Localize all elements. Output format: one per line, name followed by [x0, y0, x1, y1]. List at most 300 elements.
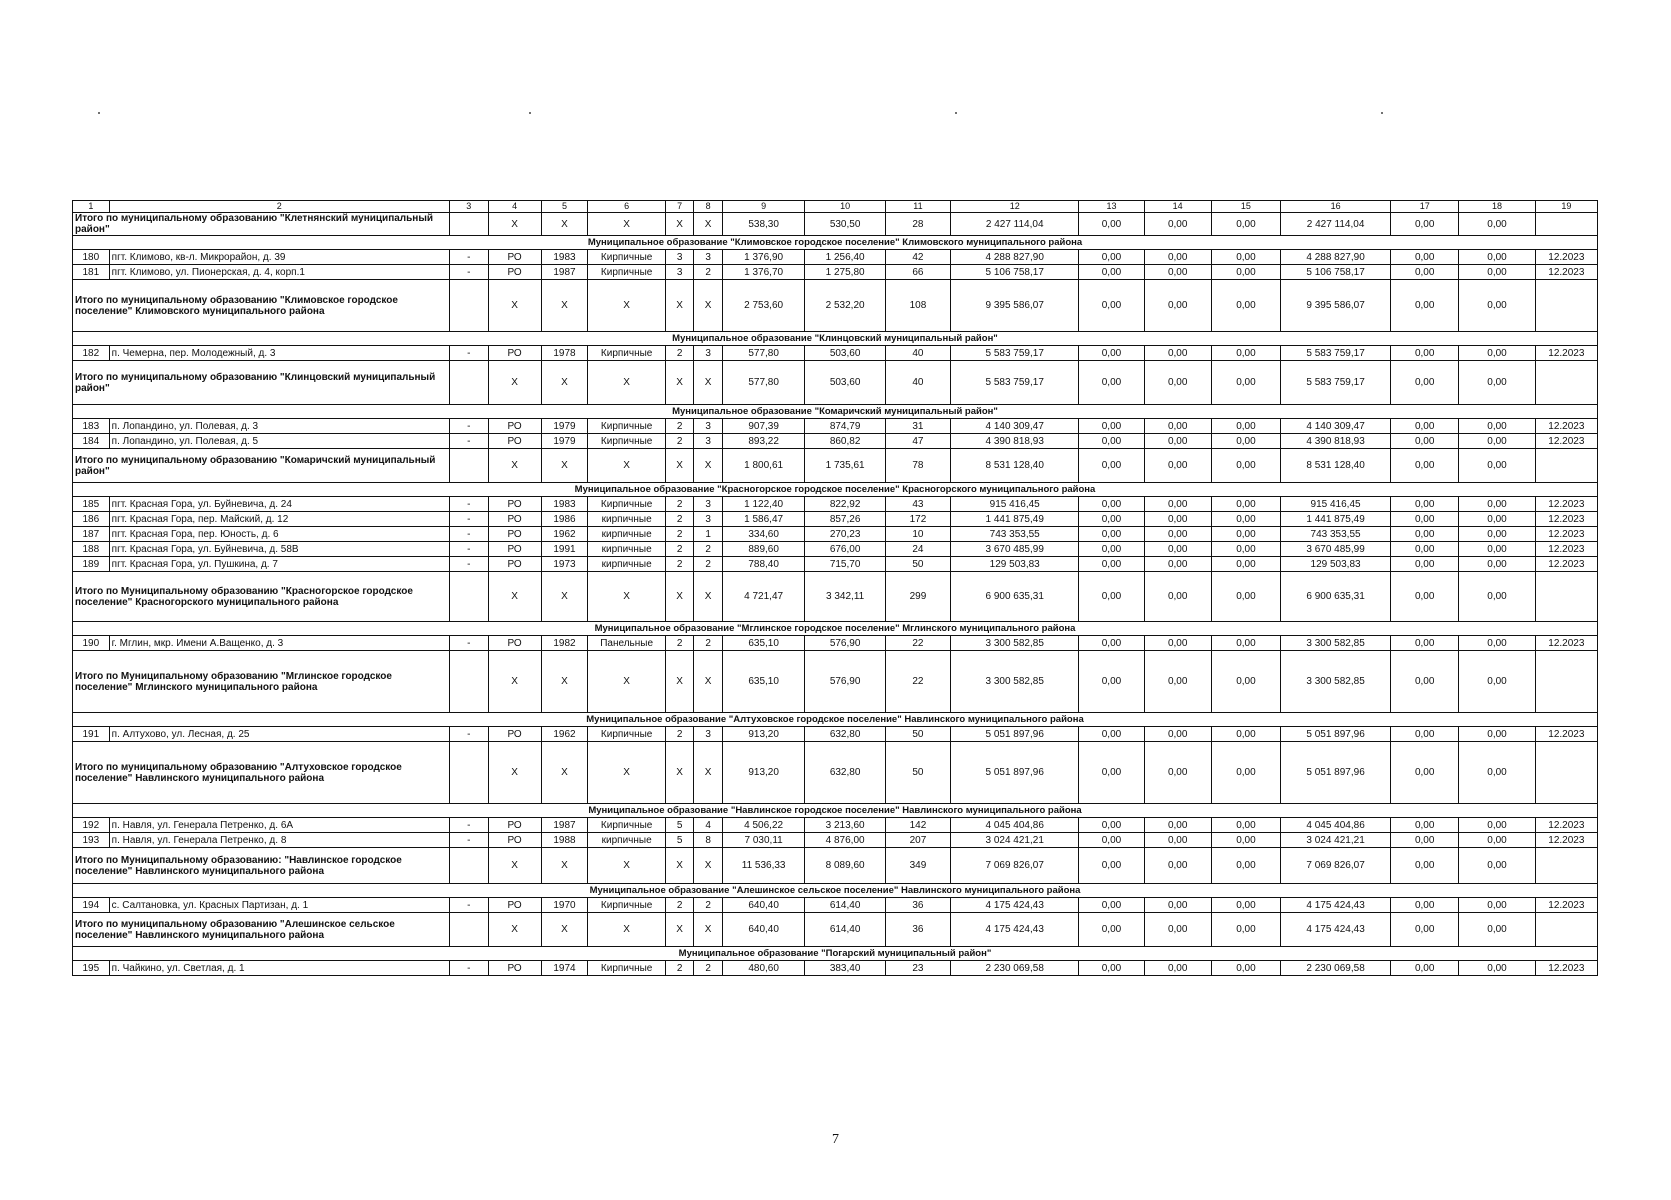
subtotal-value-cell: X [665, 913, 694, 947]
subtotal-value-cell: X [541, 572, 588, 622]
subtotal-value-cell: X [488, 848, 541, 884]
value-cell: 614,40 [805, 898, 885, 913]
value-cell: 0,00 [1211, 497, 1280, 512]
subtotal-value-cell: 2 427 114,04 [951, 213, 1079, 236]
subtotal-value-cell: X [694, 213, 723, 236]
subtotal-value-cell: 5 051 897,96 [1281, 742, 1391, 804]
subtotal-value-cell [1535, 913, 1597, 947]
value-cell: 1991 [541, 542, 588, 557]
column-number-cell: 9 [722, 201, 805, 213]
building-row [73, 497, 1598, 512]
section-title-cell: Муниципальное образование "Красногорское городское поселение" Красногорского муниципального района [73, 483, 1598, 497]
value-cell: Кирпичные [588, 419, 665, 434]
value-cell: - [449, 898, 488, 913]
value-cell: 3 213,60 [805, 818, 885, 833]
value-cell: - [449, 527, 488, 542]
value-cell: - [449, 265, 488, 280]
section-title-cell: Муниципальное образование "Клинцовский муниципальный район" [73, 332, 1598, 346]
value-cell: 12.2023 [1535, 818, 1597, 833]
row-number-cell: 180 [73, 250, 110, 265]
value-cell: - [449, 346, 488, 361]
value-cell: 0,00 [1391, 727, 1459, 742]
subtotal-value-cell: 8 531 128,40 [951, 449, 1079, 483]
subtotal-value-cell: 36 [885, 913, 950, 947]
value-cell: 503,60 [805, 346, 885, 361]
value-cell: 66 [885, 265, 950, 280]
row-number-cell: 194 [73, 898, 110, 913]
value-cell: 4 390 818,93 [951, 434, 1079, 449]
subtotal-value-cell: 0,00 [1079, 361, 1144, 405]
value-cell: - [449, 557, 488, 572]
subtotal-row [73, 848, 1598, 884]
value-cell: 5 [665, 818, 694, 833]
subtotal-value-cell: X [488, 449, 541, 483]
value-cell: 2 [665, 497, 694, 512]
value-cell: 3 [694, 434, 723, 449]
value-cell: 12.2023 [1535, 512, 1597, 527]
value-cell: - [449, 636, 488, 651]
value-cell: 0,00 [1144, 961, 1211, 976]
value-cell: 2 [694, 898, 723, 913]
subtotal-value-cell: 0,00 [1144, 742, 1211, 804]
value-cell: 2 [665, 961, 694, 976]
subtotal-value-cell: 640,40 [722, 913, 805, 947]
value-cell: 2 [665, 542, 694, 557]
column-number-cell: 5 [541, 201, 588, 213]
scan-speck [98, 112, 100, 114]
subtotal-value-cell: 108 [885, 280, 950, 332]
subtotal-row [73, 913, 1598, 947]
value-cell: 0,00 [1459, 961, 1535, 976]
value-cell: 12.2023 [1535, 961, 1597, 976]
value-cell: 0,00 [1459, 833, 1535, 848]
value-cell: Кирпичные [588, 250, 665, 265]
subtotal-value-cell: X [694, 913, 723, 947]
subtotal-value-cell: 8 089,60 [805, 848, 885, 884]
subtotal-value-cell [1535, 651, 1597, 713]
value-cell: 893,22 [722, 434, 805, 449]
subtotal-value-cell: 0,00 [1391, 742, 1459, 804]
value-cell: 1 376,90 [722, 250, 805, 265]
row-number-cell: 188 [73, 542, 110, 557]
section-header-row [73, 483, 1598, 497]
subtotal-value-cell: X [665, 848, 694, 884]
value-cell: 1 122,40 [722, 497, 805, 512]
subtotal-value-cell: 3 300 582,85 [1281, 651, 1391, 713]
row-number-cell: 184 [73, 434, 110, 449]
subtotal-value-cell: 576,90 [805, 651, 885, 713]
subtotal-label-cell: Итого по Муниципальному образованию "Красногорское городское поселение" Красногорского муниципального района [73, 572, 450, 622]
subtotal-value-cell: X [665, 572, 694, 622]
value-cell: 907,39 [722, 419, 805, 434]
value-cell: 1 256,40 [805, 250, 885, 265]
value-cell: 0,00 [1079, 265, 1144, 280]
subtotal-value-cell: X [665, 280, 694, 332]
subtotal-value-cell: 50 [885, 742, 950, 804]
value-cell: 4 [694, 818, 723, 833]
empty-cell [449, 572, 488, 622]
value-cell: РО [488, 419, 541, 434]
value-cell: 0,00 [1079, 542, 1144, 557]
value-cell: 12.2023 [1535, 434, 1597, 449]
value-cell: 4 140 309,47 [951, 419, 1079, 434]
row-number-cell: 193 [73, 833, 110, 848]
scan-speck [1381, 112, 1383, 114]
subtotal-value-cell: 0,00 [1211, 742, 1280, 804]
subtotal-value-cell [1535, 572, 1597, 622]
value-cell: 3 [694, 250, 723, 265]
subtotal-value-cell: 40 [885, 361, 950, 405]
subtotal-value-cell: 4 175 424,43 [951, 913, 1079, 947]
subtotal-value-cell: 0,00 [1391, 213, 1459, 236]
value-cell: 0,00 [1079, 727, 1144, 742]
subtotal-value-cell: X [694, 651, 723, 713]
row-number-cell: 190 [73, 636, 110, 651]
column-number-cell: 18 [1459, 201, 1535, 213]
subtotal-value-cell: 614,40 [805, 913, 885, 947]
document-sheet [72, 200, 1598, 976]
value-cell: 2 [665, 434, 694, 449]
value-cell: 4 140 309,47 [1281, 419, 1391, 434]
subtotal-value-cell: 0,00 [1079, 213, 1144, 236]
subtotal-row [73, 742, 1598, 804]
value-cell: 4 175 424,43 [1281, 898, 1391, 913]
value-cell: 0,00 [1391, 636, 1459, 651]
value-cell: 874,79 [805, 419, 885, 434]
value-cell: РО [488, 557, 541, 572]
subtotal-value-cell: 0,00 [1079, 848, 1144, 884]
value-cell: 0,00 [1391, 818, 1459, 833]
value-cell: 2 [694, 636, 723, 651]
value-cell: 0,00 [1459, 497, 1535, 512]
subtotal-value-cell: 0,00 [1144, 848, 1211, 884]
value-cell: 1987 [541, 818, 588, 833]
subtotal-value-cell: 0,00 [1391, 449, 1459, 483]
value-cell: 0,00 [1144, 542, 1211, 557]
subtotal-value-cell: 5 583 759,17 [1281, 361, 1391, 405]
value-cell: 40 [885, 346, 950, 361]
subtotal-label-cell: Итого по Муниципальному образованию "Мглинское городское поселение" Мглинского муниципального района [73, 651, 450, 713]
value-cell: 480,60 [722, 961, 805, 976]
subtotal-value-cell: 5 051 897,96 [951, 742, 1079, 804]
value-cell: кирпичные [588, 542, 665, 557]
value-cell: 12.2023 [1535, 557, 1597, 572]
value-cell: - [449, 961, 488, 976]
section-header-row [73, 332, 1598, 346]
section-header-row [73, 622, 1598, 636]
value-cell: 0,00 [1144, 818, 1211, 833]
value-cell: 0,00 [1459, 527, 1535, 542]
column-number-cell: 17 [1391, 201, 1459, 213]
subtotal-value-cell: X [694, 848, 723, 884]
subtotal-value-cell: 0,00 [1459, 742, 1535, 804]
subtotal-value-cell: 635,10 [722, 651, 805, 713]
value-cell: Кирпичные [588, 265, 665, 280]
value-cell: 2 [694, 557, 723, 572]
value-cell: 0,00 [1079, 497, 1144, 512]
value-cell: 0,00 [1391, 265, 1459, 280]
address-cell: п. Навля, ул. Генерала Петренко, д. 8 [109, 833, 449, 848]
value-cell: 5 051 897,96 [1281, 727, 1391, 742]
subtotal-value-cell: 0,00 [1211, 449, 1280, 483]
value-cell: 743 353,55 [1281, 527, 1391, 542]
address-cell: г. Мглин, мкр. Имени А.Ващенко, д. 3 [109, 636, 449, 651]
value-cell: РО [488, 434, 541, 449]
value-cell: РО [488, 961, 541, 976]
subtotal-value-cell: 6 900 635,31 [951, 572, 1079, 622]
subtotal-value-cell: X [665, 213, 694, 236]
subtotal-value-cell: X [488, 742, 541, 804]
column-number-cell: 11 [885, 201, 950, 213]
value-cell: Кирпичные [588, 898, 665, 913]
address-cell: пгт. Красная Гора, ул. Буйневича, д. 24 [109, 497, 449, 512]
subtotal-value-cell: 0,00 [1211, 572, 1280, 622]
address-cell: пгт. Красная Гора, пер. Юность, д. 6 [109, 527, 449, 542]
column-number-cell: 7 [665, 201, 694, 213]
value-cell: 12.2023 [1535, 542, 1597, 557]
building-row [73, 898, 1598, 913]
row-number-cell: 195 [73, 961, 110, 976]
value-cell: 915 416,45 [1281, 497, 1391, 512]
subtotal-value-cell: 0,00 [1459, 848, 1535, 884]
value-cell: 1979 [541, 434, 588, 449]
value-cell: 5 106 758,17 [951, 265, 1079, 280]
subtotal-value-cell: X [588, 449, 665, 483]
value-cell: 0,00 [1079, 250, 1144, 265]
value-cell: Кирпичные [588, 497, 665, 512]
value-cell: 0,00 [1211, 542, 1280, 557]
subtotal-value-cell: 0,00 [1211, 913, 1280, 947]
value-cell: РО [488, 512, 541, 527]
column-number-cell: 19 [1535, 201, 1597, 213]
value-cell: 50 [885, 557, 950, 572]
value-cell: 1962 [541, 727, 588, 742]
value-cell: 1978 [541, 346, 588, 361]
subtotal-value-cell: 7 069 826,07 [951, 848, 1079, 884]
value-cell: 0,00 [1144, 557, 1211, 572]
subtotal-value-cell: X [588, 280, 665, 332]
subtotal-row [73, 651, 1598, 713]
address-cell: пгт. Красная Гора, пер. Майский, д. 12 [109, 512, 449, 527]
value-cell: 0,00 [1079, 346, 1144, 361]
value-cell: 0,00 [1391, 833, 1459, 848]
subtotal-value-cell [1535, 280, 1597, 332]
subtotal-value-cell: 0,00 [1079, 742, 1144, 804]
column-number-cell: 15 [1211, 201, 1280, 213]
subtotal-value-cell: 1 800,61 [722, 449, 805, 483]
empty-cell [449, 651, 488, 713]
subtotal-value-cell: X [665, 449, 694, 483]
subtotal-value-cell: X [588, 913, 665, 947]
subtotal-value-cell: 538,30 [722, 213, 805, 236]
value-cell: 3 [694, 419, 723, 434]
subtotal-value-cell: X [588, 651, 665, 713]
row-number-cell: 185 [73, 497, 110, 512]
column-number-cell: 2 [109, 201, 449, 213]
value-cell: - [449, 818, 488, 833]
value-cell: 0,00 [1211, 434, 1280, 449]
value-cell: 270,23 [805, 527, 885, 542]
value-cell: 0,00 [1459, 727, 1535, 742]
value-cell: 0,00 [1459, 818, 1535, 833]
value-cell: РО [488, 818, 541, 833]
value-cell: 0,00 [1459, 346, 1535, 361]
value-cell: 5 106 758,17 [1281, 265, 1391, 280]
value-cell: РО [488, 497, 541, 512]
value-cell: 4 288 827,90 [1281, 250, 1391, 265]
subtotal-value-cell: 8 531 128,40 [1281, 449, 1391, 483]
value-cell: 0,00 [1459, 557, 1535, 572]
value-cell: 0,00 [1459, 434, 1535, 449]
value-cell: 0,00 [1391, 961, 1459, 976]
value-cell: РО [488, 527, 541, 542]
subtotal-value-cell [1535, 449, 1597, 483]
empty-cell [449, 213, 488, 236]
value-cell: 1970 [541, 898, 588, 913]
value-cell: 3 670 485,99 [951, 542, 1079, 557]
subtotal-value-cell: X [541, 651, 588, 713]
value-cell: 0,00 [1211, 636, 1280, 651]
subtotal-value-cell: 0,00 [1079, 280, 1144, 332]
section-title-cell: Муниципальное образование "Климовское городское поселение" Климовского муниципального района [73, 236, 1598, 250]
address-cell: пгт. Климово, ул. Пионерская, д. 4, корп.1 [109, 265, 449, 280]
value-cell: 0,00 [1211, 818, 1280, 833]
value-cell: 12.2023 [1535, 497, 1597, 512]
section-title-cell: Муниципальное образование "Погарский муниципальный район" [73, 947, 1598, 961]
subtotal-label-cell: Итого по муниципальному образованию "Алешинское сельское поселение" Навлинского муниципального района [73, 913, 450, 947]
value-cell: 0,00 [1211, 898, 1280, 913]
subtotal-value-cell: 2 532,20 [805, 280, 885, 332]
column-number-cell: 10 [805, 201, 885, 213]
building-row [73, 557, 1598, 572]
row-number-cell: 191 [73, 727, 110, 742]
value-cell: 334,60 [722, 527, 805, 542]
address-cell: п. Лопандино, ул. Полевая, д. 5 [109, 434, 449, 449]
subtotal-value-cell: 11 536,33 [722, 848, 805, 884]
value-cell: 0,00 [1211, 557, 1280, 572]
subtotal-value-cell: X [541, 848, 588, 884]
subtotal-value-cell: X [488, 651, 541, 713]
value-cell: 635,10 [722, 636, 805, 651]
value-cell: Кирпичные [588, 961, 665, 976]
subtotal-value-cell: 0,00 [1459, 913, 1535, 947]
value-cell: 0,00 [1079, 961, 1144, 976]
value-cell: 2 [665, 636, 694, 651]
value-cell: 0,00 [1211, 346, 1280, 361]
subtotal-value-cell: 0,00 [1144, 280, 1211, 332]
subtotal-value-cell: 0,00 [1079, 913, 1144, 947]
value-cell: 383,40 [805, 961, 885, 976]
value-cell: 913,20 [722, 727, 805, 742]
value-cell: 715,70 [805, 557, 885, 572]
value-cell: 50 [885, 727, 950, 742]
building-row [73, 419, 1598, 434]
subtotal-value-cell: X [694, 280, 723, 332]
value-cell: 2 [694, 542, 723, 557]
subtotal-value-cell [1535, 848, 1597, 884]
address-cell: п. Лопандино, ул. Полевая, д. 3 [109, 419, 449, 434]
empty-cell [449, 913, 488, 947]
value-cell: 1973 [541, 557, 588, 572]
value-cell: РО [488, 346, 541, 361]
subtotal-row [73, 449, 1598, 483]
subtotal-value-cell: 0,00 [1079, 449, 1144, 483]
value-cell: 0,00 [1079, 818, 1144, 833]
value-cell: 36 [885, 898, 950, 913]
subtotal-value-cell: 913,20 [722, 742, 805, 804]
subtotal-value-cell [1535, 742, 1597, 804]
value-cell: РО [488, 250, 541, 265]
value-cell: кирпичные [588, 557, 665, 572]
value-cell: 129 503,83 [951, 557, 1079, 572]
value-cell: 2 [665, 898, 694, 913]
value-cell: 788,40 [722, 557, 805, 572]
value-cell: 0,00 [1211, 961, 1280, 976]
subtotal-value-cell: 0,00 [1144, 213, 1211, 236]
subtotal-label-cell: Итого по Муниципальному образованию: "Навлинское городское поселение" Навлинского муниципального района [73, 848, 450, 884]
value-cell: - [449, 250, 488, 265]
subtotal-value-cell: X [488, 572, 541, 622]
value-cell: 2 230 069,58 [951, 961, 1079, 976]
value-cell: 5 583 759,17 [951, 346, 1079, 361]
subtotal-value-cell: 0,00 [1211, 651, 1280, 713]
address-cell: п. Алтухово, ул. Лесная, д. 25 [109, 727, 449, 742]
value-cell: 0,00 [1079, 419, 1144, 434]
value-cell: 1 441 875,49 [951, 512, 1079, 527]
subtotal-value-cell: 2 753,60 [722, 280, 805, 332]
value-cell: 31 [885, 419, 950, 434]
value-cell: 0,00 [1079, 898, 1144, 913]
value-cell: 0,00 [1459, 419, 1535, 434]
subtotal-value-cell: X [694, 361, 723, 405]
subtotal-value-cell: 9 395 586,07 [1281, 280, 1391, 332]
column-number-row [73, 201, 1598, 213]
value-cell: 207 [885, 833, 950, 848]
building-row [73, 636, 1598, 651]
subtotal-value-cell: 0,00 [1459, 280, 1535, 332]
subtotal-value-cell: 0,00 [1459, 213, 1535, 236]
value-cell: 129 503,83 [1281, 557, 1391, 572]
subtotal-value-cell: 0,00 [1144, 651, 1211, 713]
subtotal-value-cell: X [541, 361, 588, 405]
section-header-row [73, 236, 1598, 250]
subtotal-value-cell: X [541, 449, 588, 483]
subtotal-value-cell: X [541, 913, 588, 947]
value-cell: 3 [694, 346, 723, 361]
value-cell: 12.2023 [1535, 636, 1597, 651]
value-cell: 0,00 [1144, 636, 1211, 651]
empty-cell [449, 848, 488, 884]
subtotal-label-cell: Итого по муниципальному образованию "Алтуховское городское поселение" Навлинского муниципального района [73, 742, 450, 804]
subtotal-row [73, 572, 1598, 622]
value-cell: 1982 [541, 636, 588, 651]
subtotal-value-cell: 0,00 [1211, 213, 1280, 236]
subtotal-row [73, 361, 1598, 405]
column-number-cell: 4 [488, 201, 541, 213]
building-row [73, 833, 1598, 848]
value-cell: 1962 [541, 527, 588, 542]
value-cell: 0,00 [1079, 636, 1144, 651]
subtotal-label-cell: Итого по муниципальному образованию "Климовское городское поселение" Климовского муниципального района [73, 280, 450, 332]
value-cell: РО [488, 833, 541, 848]
value-cell: 0,00 [1079, 527, 1144, 542]
subtotal-value-cell: 3 342,11 [805, 572, 885, 622]
subtotal-value-cell: 299 [885, 572, 950, 622]
scan-speck [955, 112, 957, 114]
value-cell: 3 300 582,85 [1281, 636, 1391, 651]
value-cell: 3 024 421,21 [1281, 833, 1391, 848]
subtotal-value-cell: 349 [885, 848, 950, 884]
